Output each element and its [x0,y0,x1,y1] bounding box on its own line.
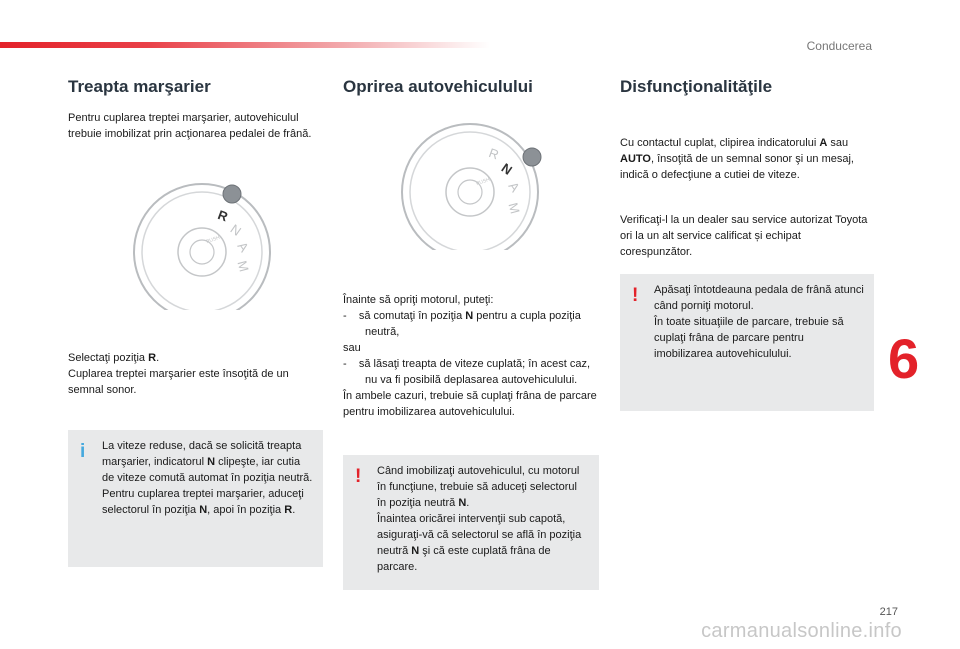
info-icon: i [80,441,86,462]
gear-selector-dial-neutral [398,120,548,250]
page-number: 217 [879,606,898,618]
dial-letter-m: M [234,259,252,274]
dial-letter-r: R [486,145,501,163]
stopping-text: Înainte să opriţi motorul, puteţi: - să comutaţi în poziţia N pentru a cupla poziţia neutră, sau - să lăsaţi treapta de viteze cuplată; în acest caz, nu va fi posibilă deplasarea autovehiculului. În ambele cazuri, trebuie să cuplaţi frâna de parcare pentru imobilizarea autovehiculului. [343,292,599,420]
option-neutral: - să comutaţi în poziţia N pentru a cupla poziţia neutră, [343,310,581,338]
malfunction-indicator-text: Cu contactul cuplat, clipirea indicatorului A sau AUTO, însoţită de un semnal sonor şi un mesaj, indică o defecţiune a cutiei de viteze. [620,137,854,181]
malfunction-service-text: Verificaţi-l la un dealer sau service autorizat Toyota ori la un alt service calificat și echipat corespunzător. [620,214,868,258]
reverse-step: Selectaţi poziţia R. Cuplarea treptei marşarier este însoţită de un semnal sonor. [68,352,289,396]
gear-selector-dial-reverse [130,180,280,310]
dial-push-label: PUSH [205,234,221,246]
chapter-number: 6 [888,327,920,390]
info-note-reverse: i La viteze reduse, dacă se solicită treapta marşarier, indicatorul N clipeşte, iar cutia de viteze comută automat în poziţia neutră. Pentru cuplarea treptei marşarier, aduceţi selectorul în poziţia N, apoi în poziţia R. [68,430,323,567]
warning-note-stopping: ! Când imobilizaţi autovehiculul, cu motorul în funcţiune, trebuie să aduceţi selectorul în poziţia neutră N. Înaintea oricărei intervenţii sub capotă, asiguraţi-vă că selectorul se află în poziţia neutră N şi că este cuplată frâna de parcare. [343,455,599,590]
watermark: carmanualsonline.info [701,620,902,642]
title-malfunctions: Disfuncţionalităţile [620,77,773,96]
title-stopping-vehicle: Oprirea autovehiculului [343,77,533,96]
dial-letter-r: R [215,207,230,225]
dial-letter-m: M [505,201,523,216]
dial-letter-n: N [227,221,245,239]
dial-letter-a: A [505,178,523,195]
section-name: Conducerea [806,39,872,53]
dial-letter-n: N [498,160,516,178]
stopping-outro: În ambele cazuri, trebuie să cuplaţi frâna de parcare pentru imobilizarea autovehiculului. [343,390,597,418]
warning-note-malfunctions: ! Apăsaţi întotdeauna pedala de frână atunci când porniţi motorul. În toate situaţiile de parcare, trebuie să cuplaţi frâna de parcare pentru imobilizarea autovehiculului. [620,274,874,411]
dial-push-label: PUSH [475,176,491,188]
header-accent-bar [0,42,490,48]
dial-letter-a: A [234,238,252,255]
option-gear-engaged: - să lăsaţi treapta de viteze cuplată; în acest caz, nu va fi posibilă deplasarea autovehiculului. [343,358,591,386]
reverse-intro: Pentru cuplarea treptei marşarier, autovehiculul trebuie imobilizat prin acţionarea pedalei de frână. [68,112,312,140]
warning-icon: ! [355,466,362,487]
warning-icon: ! [632,285,639,306]
title-reverse-gear: Treapta marşarier [68,77,211,96]
